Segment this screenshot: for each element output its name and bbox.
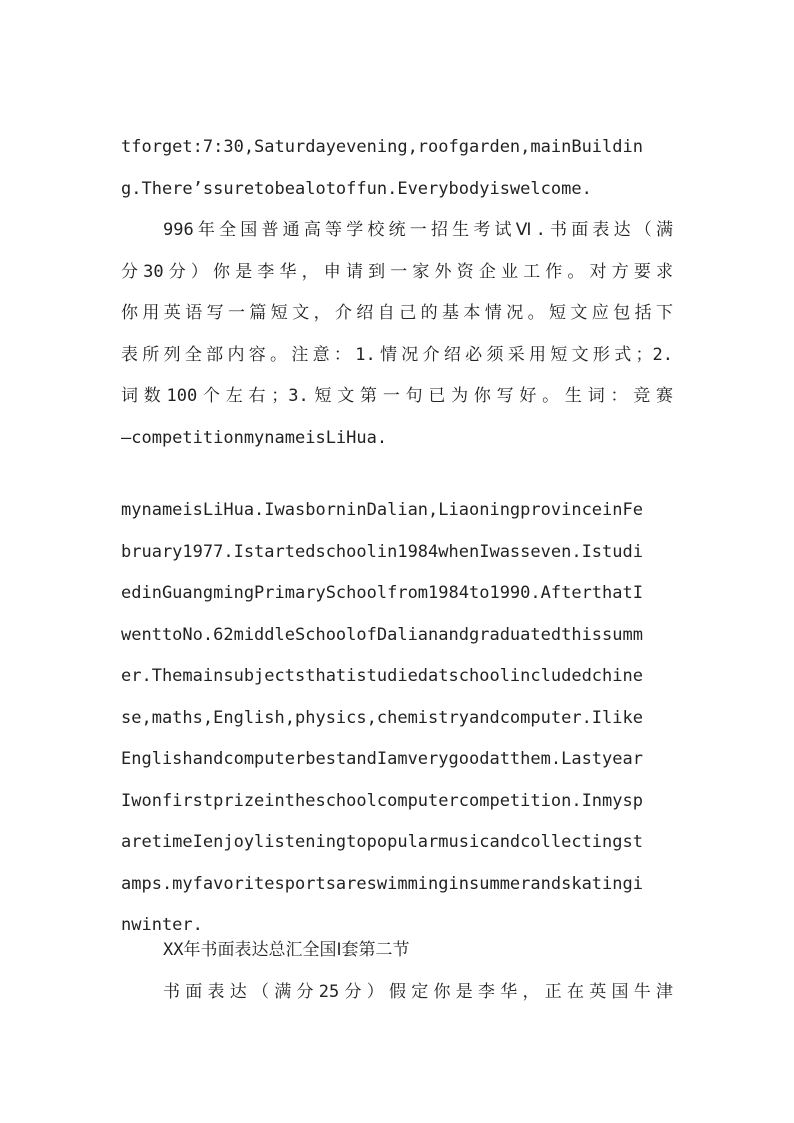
paragraph-line: se,maths,English,physics,chemistryandcomputer.Ilike — [121, 707, 643, 728]
text-block-top — [121, 127, 673, 459]
paragraph-line: Iwonfirstprizeintheschoolcomputercompetition.Inmysp — [121, 790, 643, 811]
paragraph-line: 表所列全部内容。注意：1.情况介绍必须采用短文形式；2. — [121, 344, 673, 365]
paragraph-line: 书面表达（满分25分）假定你是李华，正在英国牛津 — [163, 981, 673, 1002]
paragraph-line: tforget:7:30,Saturdayevening,roofgarden,mainBuildin — [121, 137, 643, 157]
paragraph-line: 词数100个左右；3.短文第一句已为你写好。生词：竞赛 — [121, 386, 673, 406]
paragraph-line: 996年全国普通高等学校统一招生考试Ⅵ.书面表达（满 — [163, 220, 673, 240]
paragraph-line: edinGuangmingPrimarySchoolfrom1984to1990.AfterthatI — [121, 583, 643, 603]
paragraph-line: 你用英语写一篇短文，介绍自己的基本情况。短文应包括下 — [121, 303, 673, 323]
text-block-essay — [121, 490, 673, 947]
paragraph-line: g.There’ssuretobealotoffun.Everybodyiswelcome. — [121, 178, 592, 199]
paragraph-line: amps.myfavoritesportsareswimminginsummerandskatingi — [121, 873, 643, 894]
paragraph-line: EnglishandcomputerbestandIamverygoodatthem.Lastyear — [121, 749, 643, 769]
text-block-bottom — [121, 930, 673, 1013]
paragraph-line: —competitionmynameisLiHua. — [121, 427, 388, 448]
paragraph-line: nwinter. — [121, 915, 203, 935]
paragraph-line: wenttoNo.62middleSchoolofDalianandgraduatedthissumm — [121, 624, 643, 645]
paragraph-line: mynameisLiHua.IwasborninDalian,LiaoningprovinceinFe — [121, 500, 643, 520]
paragraph-line: er.Themainsubjectsthatistudiedatschoolincludedchine — [121, 666, 643, 686]
section-heading: XX年书面表达总汇全国Ⅰ套第二节 — [163, 940, 410, 960]
paragraph-line: aretimeIenjoylisteningtopopularmusicandcollectingst — [121, 832, 643, 852]
paragraph-line: 分30分）你是李华，申请到一家外资企业工作。对方要求 — [121, 261, 673, 282]
paragraph-line: bruary1977.Istartedschoolin1984whenIwasseven.Istudi — [121, 541, 643, 562]
